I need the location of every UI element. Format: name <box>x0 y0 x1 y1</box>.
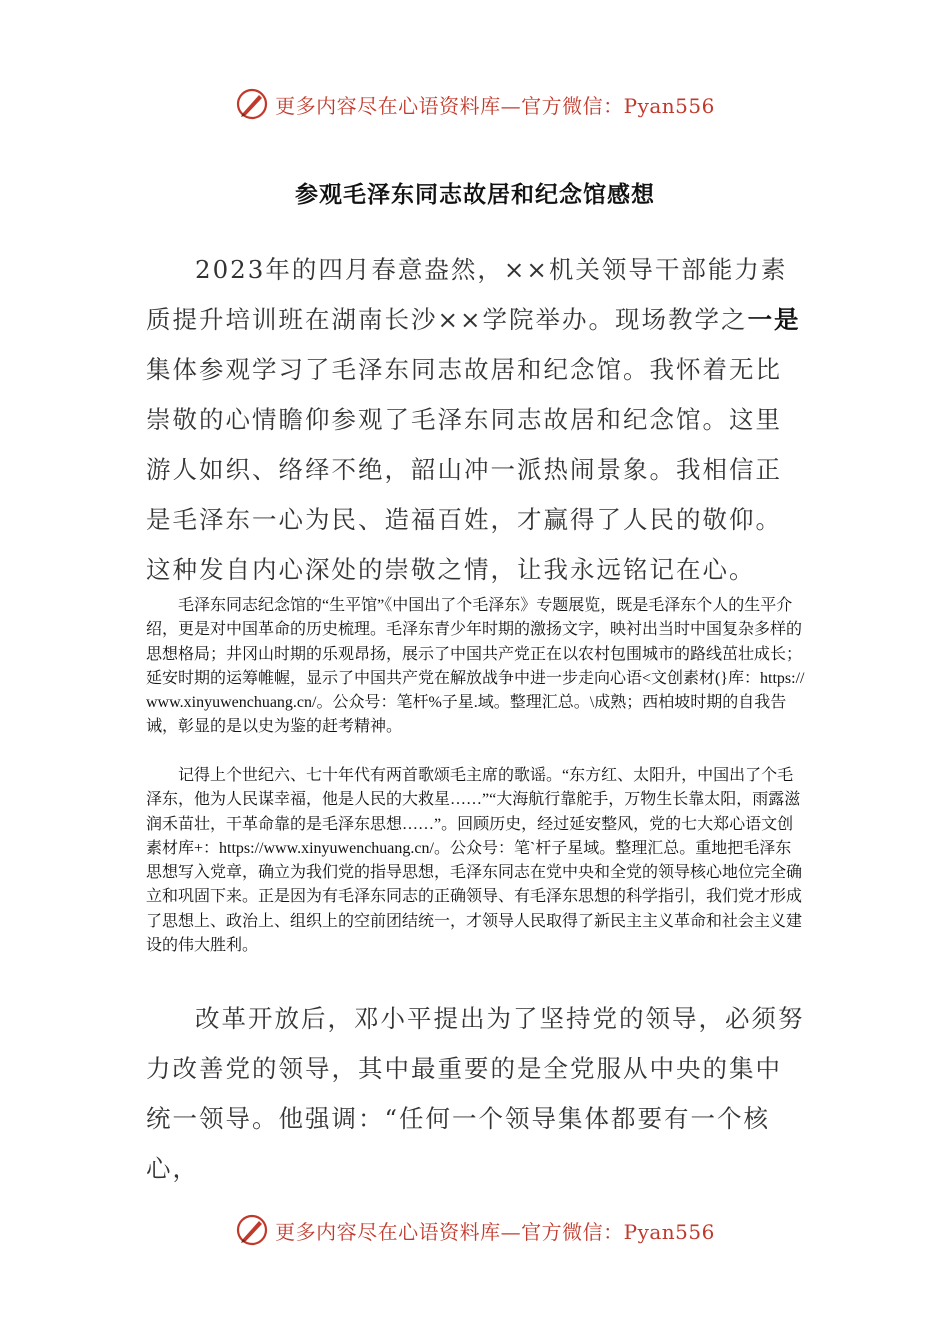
pen-seal-icon <box>235 87 269 121</box>
paragraph-1-end: 集体参观学习了毛泽东同志故居和纪念馆。我怀着无比崇敬的心情瞻仰参观了毛泽东同志故居和纪念馆。这里游人如织、络绎不绝，韶山冲一派热闹景象。我相信正是毛泽东一心为民、造福百姓，才赢得了人民的敬仰。这种发自内心深处的崇敬之情，让我永远铭记在心。 <box>146 355 782 584</box>
pen-seal-icon <box>235 1213 269 1247</box>
paragraph-1-start: 2023年的四月春意盎然，××机关领导干部能力素质提升培训班在湖南长沙××学院举办。现场教学之 <box>146 255 788 334</box>
header-banner <box>0 84 950 124</box>
paragraph-2: 毛泽东同志纪念馆的“生平馆”《中国出了个毛泽东》专题展览，既是毛泽东个人的生平介绍，更是对中国革命的历史梳理。毛泽东青少年时期的激扬文字，映衬出当时中国复杂多样的思想格局；井冈山时期的乐观昂扬，展示了中国共产党正在以农村包围城市的路线茁壮成长；延安时期的运筹帷幄，显示了中国共产党在解放战争中进一步走向心语<文创素材(}库：https://www.xinyuwenchuang.cn/。公众号：笔杆%子星.域。整理汇总。\成熟；西柏坡时期的自我告诫，彰显的是以史为鉴的赶考精神。 <box>146 597 805 736</box>
document-title: 参观毛泽东同志故居和纪念馆感想 <box>295 181 655 208</box>
footer-banner <box>0 1210 950 1250</box>
footer-banner-text: 更多内容尽在心语资料库—官方微信：Pyan556 <box>275 1219 715 1244</box>
paragraph-4: 改革开放后，邓小平提出为了坚持党的领导，必须努力改善党的领导，其中最重要的是全党服从中央的集中统一领导。他强调：“任何一个领导集体都要有一个核心， <box>146 1004 805 1183</box>
paragraph-1-emphasis: 一是 <box>747 305 801 334</box>
header-banner-text: 更多内容尽在心语资料库—官方微信：Pyan556 <box>275 93 715 118</box>
paragraph-1 <box>146 245 806 595</box>
paragraph-3: 记得上个世纪六、七十年代有两首歌颂毛主席的歌谣。“东方红、太阳升，中国出了个毛泽东，他为人民谋幸福，他是人民的大救星……”“大海航行靠舵手，万物生长靠太阳，雨露滋润禾苗壮，干革命靠的是毛泽东思想……”。回顾历史，经过延安整风，党的七大郑心语文创素材库+：https://www.xinyuwenchuang.cn/。公众号：笔`杆子星域。整理汇总。重地把毛泽东思想写入党章，确立为我们党的指导思想，毛泽东同志在党中央和全党的领导核心地位完全确立和巩固下来。正是因为有毛泽东同志的正确领导、有毛泽东思想的科学指引，我们党才形成了思想上、政治上、组织上的空前团结统一，才领导人民取得了新民主主义革命和社会主义建设的伟大胜利。 <box>146 767 803 955</box>
